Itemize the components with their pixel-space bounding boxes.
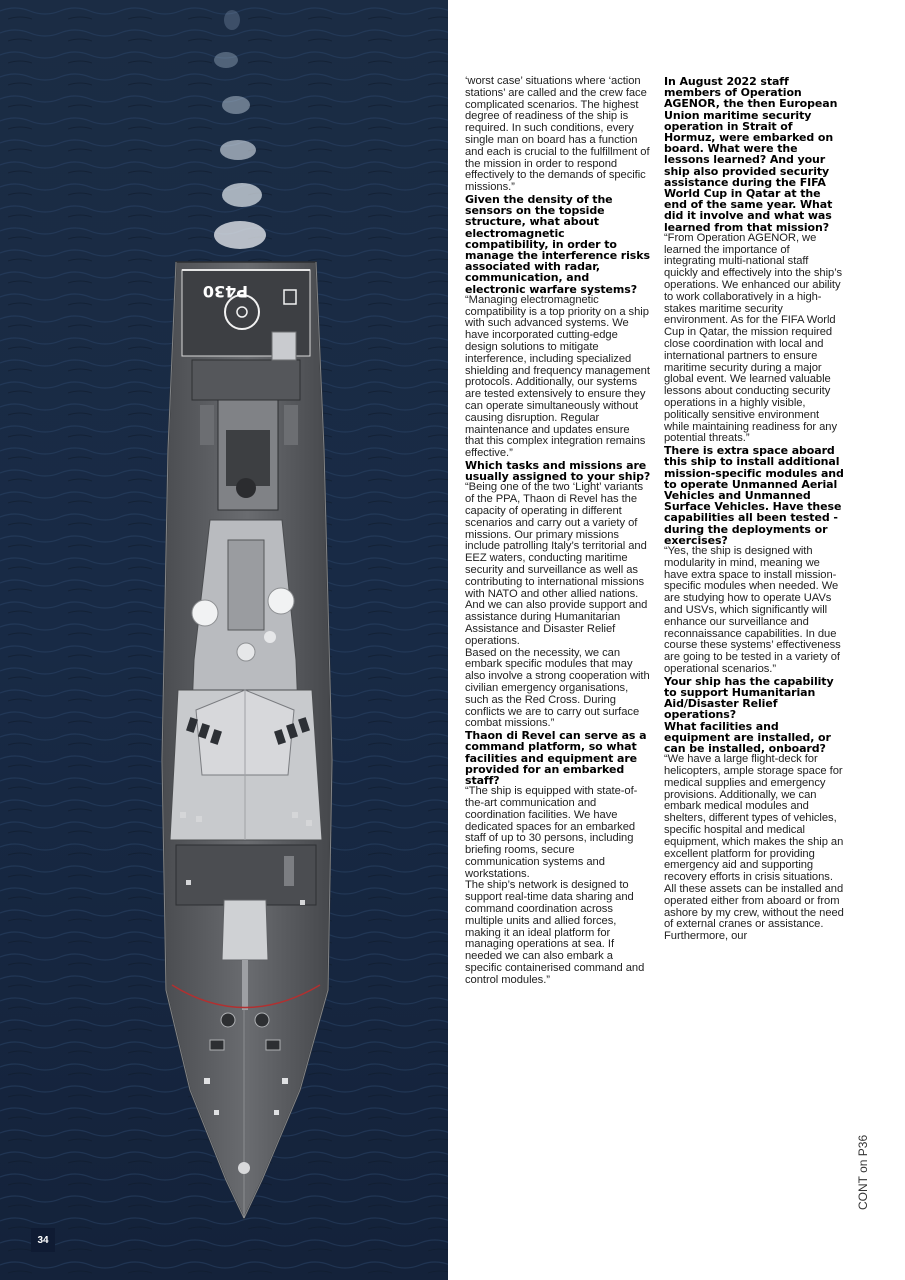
foredeck — [176, 845, 316, 905]
bow-fitting — [238, 1162, 250, 1174]
answer-paragraph: “The ship is equipped with state-of-the-art communication and coordination facilities. We have dedicated spaces for an embarked staff of up to 30 persons, including briefing rooms, secure communication systems and workstations. The ship’s network is designed to support real-time data sharing and command coordination across multiple units and allied forces, making it an ideal platform for managing operations at sea. If needed we can also embark a specific containerised command and control modules.” — [465, 785, 645, 986]
ship-photo — [0, 0, 448, 1280]
question-heading: There is extra space aboard this ship to install additional mission-specific modules and to operate Unmanned Aerial Vehicles and Unmanned Surface Vehicles. Have these capabilities all been tested - during the deployments or exercises? — [664, 444, 844, 547]
rear-mast — [272, 332, 296, 360]
main-gun-barrel — [242, 960, 248, 1010]
answer-paragraph: “Yes, the ship is designed with modularity in mind, meaning we have extra space to install mission-specific modules when needed. We are studying how to operate UAVs and USVs, which significantly will enhance our surveillance and reconnaissance capabilities. In due course these systems’ effectiveness are going to be tested in a variety of operational scenarios.” — [664, 545, 841, 675]
question-heading: In August 2022 staff members of Operation AGENOR, the then European Union maritime security operation in Strait of Hormuz, were embarked on board. What were the lessons learned? And your ship also provided security assistance during the FIFA World Cup in Qatar at the end of the same year. What did it involve and what was learned from that mission? — [664, 75, 838, 234]
answer-paragraph: “Being one of the two ‘Light’ variants of the PPA, Thaon di Revel has the capacity of operating in different scenarios and carry out a variety of missions. Our primary missions include patrolling Italy’s territorial and EEZ waters, conducting maritime security and surveillance as well as contributing to international missions with NATO and other allied nations. And we can also provide support and assistance during Humanitarian Assistance and Disaster Relief operations. Based on the necessity, we can embark specific modules that may also involve a strong cooperation with civilian emergency organisations, such as the Red Cross. During conflicts we are to carry out surface combat missions.” — [465, 481, 650, 730]
question-heading: What facilities and equipment are installed, or can be installed, onboard? — [664, 719, 831, 755]
question-heading: Thaon di Revel can serve as a command platform, so what facilities and equipment are provided for an embarked staff? — [465, 729, 647, 787]
radome-left — [192, 600, 218, 626]
answer-paragraph: ‘worst case’ situations where ‘action stations’ are called and the crew face complicated scenarios. The highest degree of readiness of the ship is required. In such conditions, every single man on board has a function and each is crucial to the fulfillment of the mission in order to respond effectively to the demands of specific missions.” — [465, 75, 650, 194]
answer-paragraph: “We have a large flight-deck for helicopters, ample storage space for medical supplies and emergency provisions. Additionally, we can embark medical modules and shelters, different types of vehicles, specific hospital and medical equipment, which makes the ship an excellent platform for providing emergency aid and supporting recovery efforts in crisis situations. All these assets can be installed and operated either from aboard or from ashore by my crew, without the need of external cranes or assistance. Furthermore, our — [664, 753, 844, 943]
question-heading: Your ship has the capability to support Humanitarian Aid/Disaster Relief operations? — [664, 674, 834, 722]
funnel — [236, 478, 256, 498]
article-column-right — [664, 76, 844, 943]
main-gun-turret — [222, 900, 268, 960]
answer-paragraph: “From Operation AGENOR, we learned the importance of integrating multi-national staff quickly and effectively into the ship’s operations. We enhanced our ability to work collaboratively in a high-stakes maritime security environment. As for the FIFA World Cup in Qatar, the mission required close coordination with local and international partners to ensure maritime security during a major global event. We learned valuable lessons about conducting security operations in a highly visible, politically sensitive environment while maintaining readiness for any potential threats.” — [664, 231, 842, 445]
question-heading: Which tasks and missions are usually assigned to your ship? — [465, 458, 651, 484]
question-heading: Given the density of the sensors on the topside structure, what about electromagnetic compatibility, in order to manage the interference risks associated with radar, communication, and electronic warfare systems? — [465, 192, 650, 296]
hull-number-marking: P430 — [202, 282, 248, 301]
page-number: 34 — [31, 1228, 55, 1252]
continuation-note: CONT on P36 — [856, 1134, 870, 1210]
ship-illustration — [0, 0, 448, 1280]
answer-paragraph: “Managing electromagnetic compatibility is a top priority on a ship with such advanced systems. We have incorporated cutting-edge design solutions to mitigate interference, including specialized shielding and frequency management protocols. Additionally, our systems are tested extensively to ensure they can operate simultaneously without causing disruption. Regular maintenance and updates ensure that this complex integration remains effective.” — [465, 293, 650, 460]
radome-right — [268, 588, 294, 614]
article-column-left — [465, 76, 651, 987]
radome-center — [237, 643, 255, 661]
deck-section — [192, 360, 300, 400]
